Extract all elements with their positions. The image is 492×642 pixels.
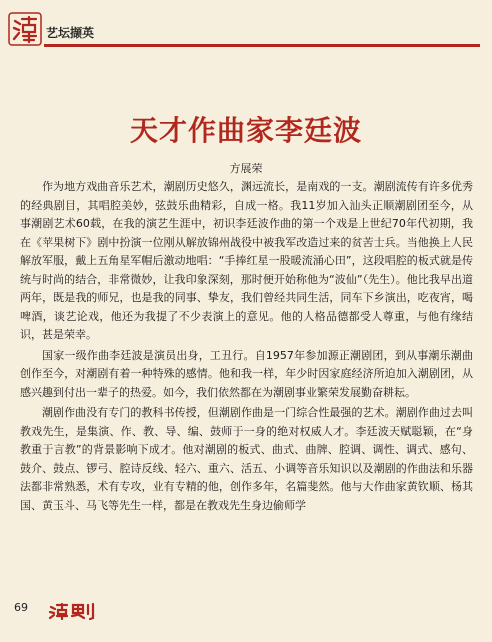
paragraph: 潮剧作曲没有专门的教科书传授，但潮剧作曲是一门综合性最强的艺术。潮剧作曲过去叫教戏先生，是集演、作、教、导、编、鼓师于一身的绝对权威人才。李廷波天赋聪颖，在“身教重于言教”的背景影响下成才。他对潮剧的板式、曲式、曲牌、腔调、调性、调式、感句、鼓介、鼓点、锣弓、腔诗反线、轻六、重六、活五、小调等音乐知识以及潮剧的作曲法和乐器法都非常熟悉，术有专攻，业有专精的他，创作多年，名篇斐然。他与大作曲家黄钦顺、杨其国、黄玉斗、马飞等先生一样，都是在教戏先生身边偷师学 — [20, 406, 473, 512]
header-rule — [44, 44, 480, 47]
article-author: 方展荣 — [229, 162, 263, 175]
page-number: 69 — [14, 601, 28, 614]
paragraph: 作为地方戏曲音乐艺术，潮剧历史悠久，渊远流长，是南戏的一支。潮剧流传有许多优秀的经典剧目，其唱腔美妙，弦鼓乐曲精彩，自成一格。我11岁加入汕头正顺潮剧团至今，从事潮剧艺术60载，在我的演艺生涯中，初识李廷波作曲的第一个戏是上世纪70年代初期，我在《苹果树下》剧中扮演一位刚从解放锦州战役中被我军改造过来的贫苦士兵。当他换上人民解放军服，戴上五角星军帽后激动地唱：“手捧红星一股暖流涌心田”，这段唱腔的板式就是传统与时尚的结合，非常微妙，让我印象深刻，那时便开始称他为“波仙”（先生）。他比我早出道两年，既是我的师兄，也是我的同事、挚友，我们曾经共同生活，同车下乡演出，吃夜宵，喝啤酒，谈艺论戏，他还为我提了不少表演上的意见。他的人格品德都受人尊重，与他有缘结识，甚是荣幸。 — [20, 180, 473, 341]
chao-seal-icon — [8, 12, 42, 46]
paragraph: 国家一级作曲李廷波是演员出身，工丑行。自1957年参加源正潮剧团，到从事潮乐潮曲创作至今，对潮剧有着一种特殊的感情。他和我一样，年少时因家庭经济所迫加入潮剧团，从感兴趣到付出一辈子的热爱。如今，我们依然都在为潮剧事业繁荣发展勤奋耕耘。 — [20, 348, 473, 399]
chaoju-logo-icon — [48, 602, 96, 620]
article-body — [20, 178, 473, 517]
section-label: 艺坛撷英 — [46, 26, 95, 40]
article-title: 天才作曲家李廷波 — [129, 113, 362, 147]
